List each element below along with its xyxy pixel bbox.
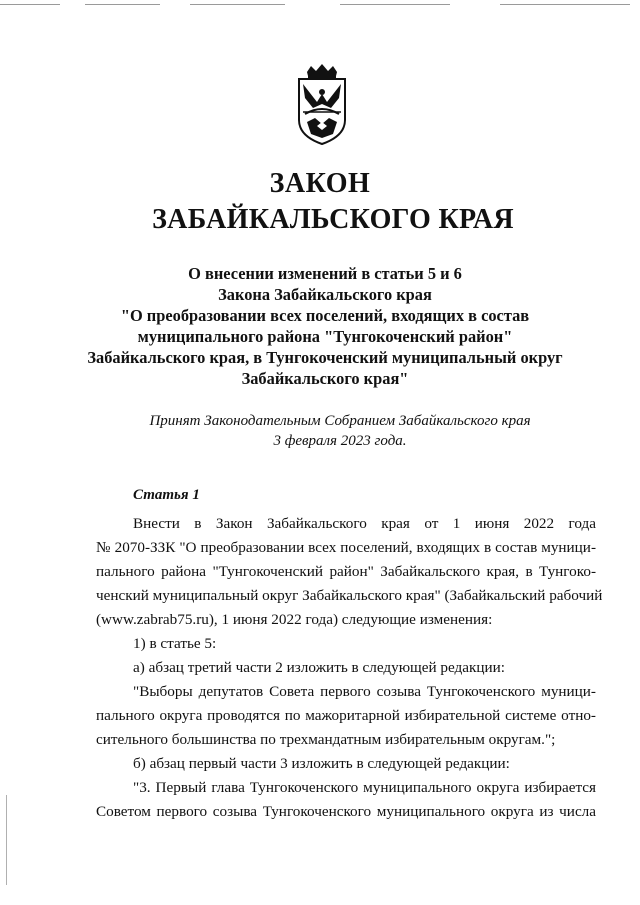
body-line: Внести в Закон Забайкальского края от 1 июня 2022 года [133,515,596,532]
scan-artifact-top [0,0,640,6]
adoption-line: Принят Законодательным Собранием Забайкальского края [149,413,531,429]
heading-line: Закона Забайкальского края [218,285,432,304]
body-line: сительного большинства по трехмандатным избирательным округам."; [96,731,556,748]
body-line: ченский муниципальный округ Забайкальского края" (Забайкальский рабочий [96,587,603,604]
body-line: а) абзац третий части 2 изложить в следующей редакции: [133,659,505,676]
body-line: (www.zabrab75.ru), 1 июня 2022 года) следующие изменения: [96,611,493,628]
adoption-date: 3 февраля 2023 года. [273,433,407,449]
adoption-note [100,411,580,451]
body-line: 1) в статье 5: [133,635,217,652]
coat-of-arms-emblem [295,64,349,146]
heading-line: муниципального района "Тунгокоченский район" [137,327,513,346]
article-body [96,512,603,824]
heading-line: О внесении изменений в статьи 5 и 6 [188,264,462,283]
law-heading [60,263,590,389]
body-line: Советом первого созыва Тунгокоченского муниципального округа из числа [96,803,596,820]
body-line: пального района "Тунгокоченский район" Забайкальского края, в Тунгоко- [96,563,596,580]
body-line: "3. Первый глава Тунгокоченского муниципального округа избирается [133,779,596,796]
body-line: "Выборы депутатов Совета первого созыва Тунгокоченского муници- [133,683,596,700]
body-line: б) абзац первый части 3 изложить в следующей редакции: [133,755,510,772]
article-title: Статья 1 [133,487,200,503]
heading-line: "О преобразовании всех поселений, входящих в состав [120,306,530,325]
law-region-title: ЗАБАЙКАЛЬСКОГО КРАЯ [152,204,514,235]
scan-artifact-left [6,795,9,885]
heading-line: Забайкальского края, в Тунгокоченский муниципальный округ [87,348,563,367]
heading-line: Забайкальского края" [241,369,409,388]
body-line: пального округа проводятся по мажоритарной избирательной системе отно- [96,707,596,724]
law-title: ЗАКОН [269,168,371,199]
body-line: № 2070-ЗЗК "О преобразовании всех поселений, входящих в состав муници- [96,539,596,556]
